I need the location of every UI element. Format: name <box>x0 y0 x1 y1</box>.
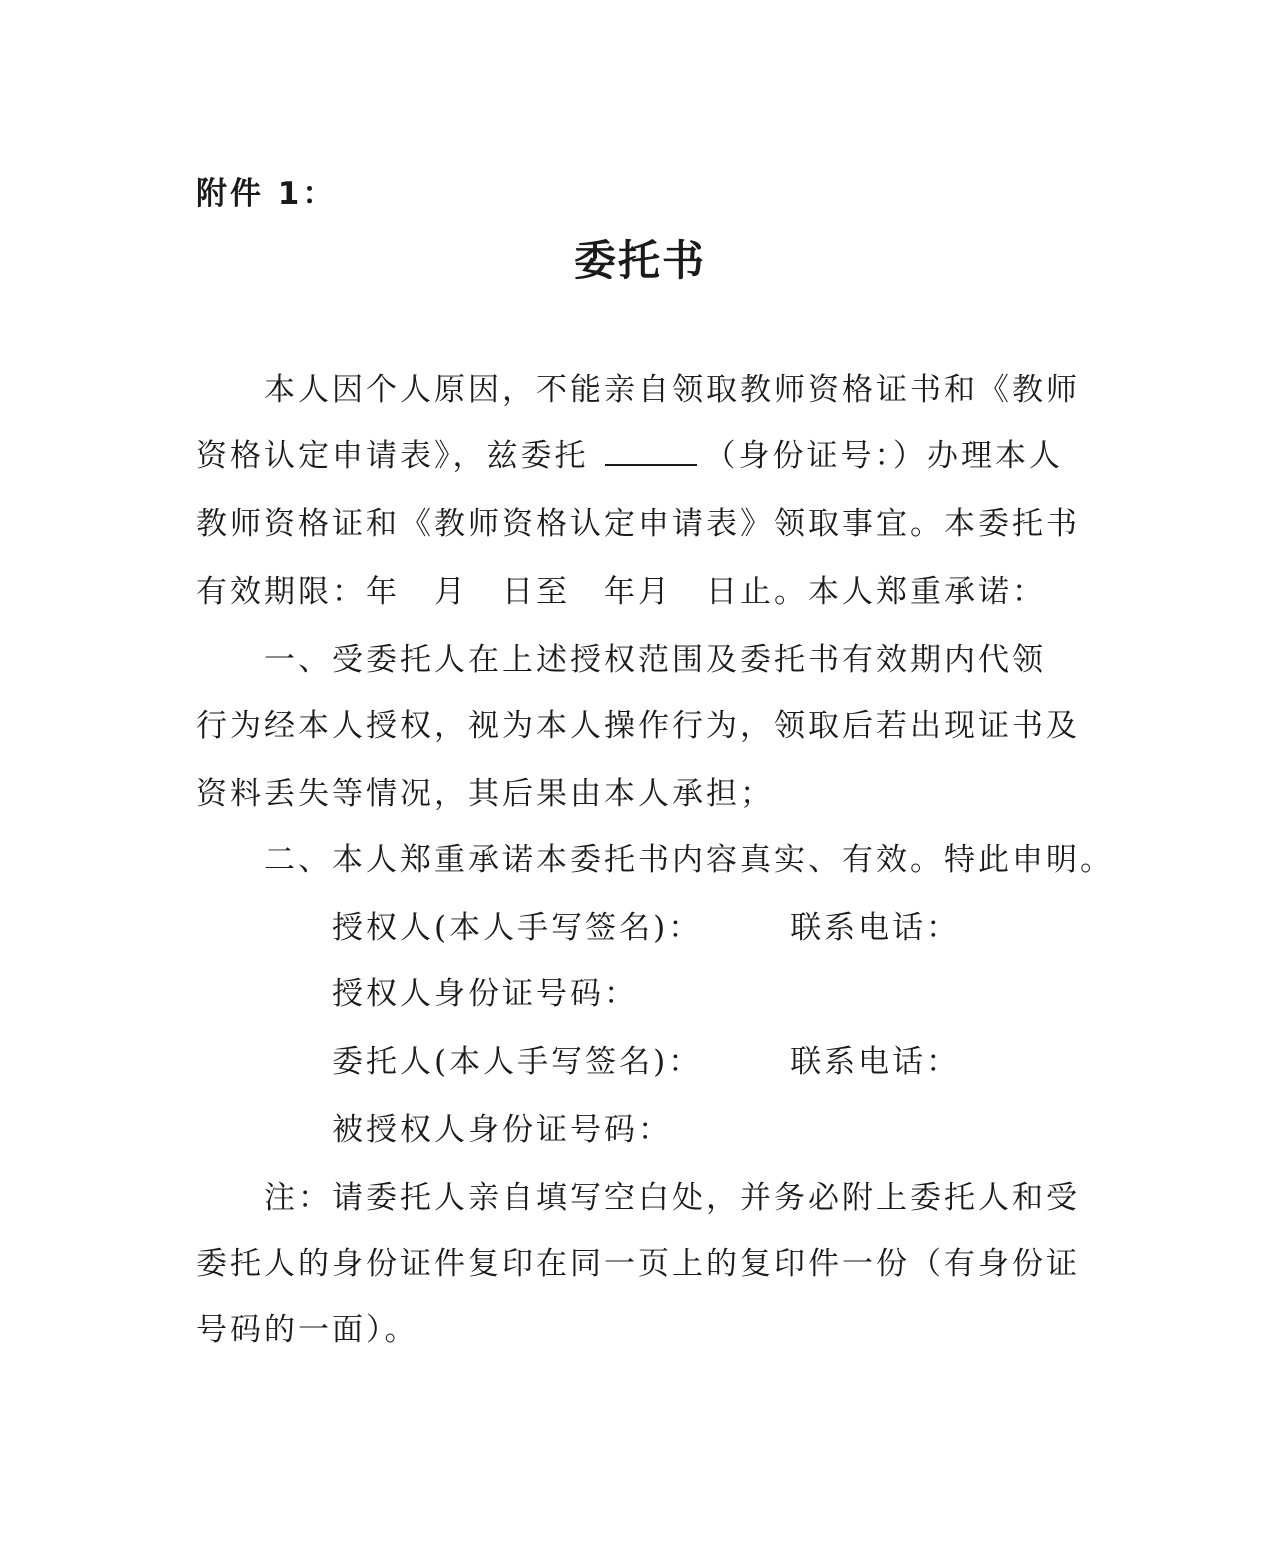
commitment-item-1: 一、受委托人在上述授权范围及委托书有效期内代领 <box>264 642 1046 678</box>
principal-signature-label: 委托人(本人手写签名)： <box>332 1044 703 1080</box>
body-paragraph-line: 教师资格证和《教师资格认定申请表》领取事宜。本委托书 <box>196 506 1080 542</box>
principal-phone-label: 联系电话： <box>790 1044 961 1080</box>
body-paragraph-line: 本人因个人原因，不能亲自领取教师资格证书和《教师 <box>264 372 1080 408</box>
signature-row <box>332 1042 960 1082</box>
attachment-label: 附件 1： <box>196 176 337 212</box>
commitment-item-1-line: 行为经本人授权，视为本人操作行为，领取后若出现证书及 <box>196 708 1080 744</box>
grantor-id-label: 授权人身份证号码： <box>332 976 638 1012</box>
body-paragraph-line <box>196 436 1063 476</box>
commitment-item-2: 二、本人郑重承诺本委托书内容真实、有效。特此申明。 <box>264 842 1114 878</box>
note-line: 委托人的身份证件复印在同一页上的复印件一份（有身份证 <box>196 1246 1080 1282</box>
grantor-phone-label: 联系电话： <box>790 910 961 946</box>
body-paragraph-line: 有效期限：年 月 日至 年月 日止。本人郑重承诺： <box>196 574 1046 610</box>
signature-row <box>332 908 960 948</box>
grantor-signature-label: 授权人(本人手写签名)： <box>332 910 703 946</box>
body-text: 资格认定申请表》，兹委托 <box>196 438 589 474</box>
note-line: 注：请委托人亲自填写空白处，并务必附上委托人和受 <box>264 1180 1080 1216</box>
document-title: 委托书 <box>573 236 706 285</box>
commitment-item-1-line: 资料丢失等情况，其后果由本人承担； <box>196 776 774 812</box>
grantee-id-label: 被授权人身份证号码： <box>332 1112 672 1148</box>
note-line: 号码的一面）。 <box>196 1312 419 1348</box>
body-text: （身份证号：）办理本人 <box>704 438 1063 474</box>
fill-in-blank <box>605 442 697 466</box>
